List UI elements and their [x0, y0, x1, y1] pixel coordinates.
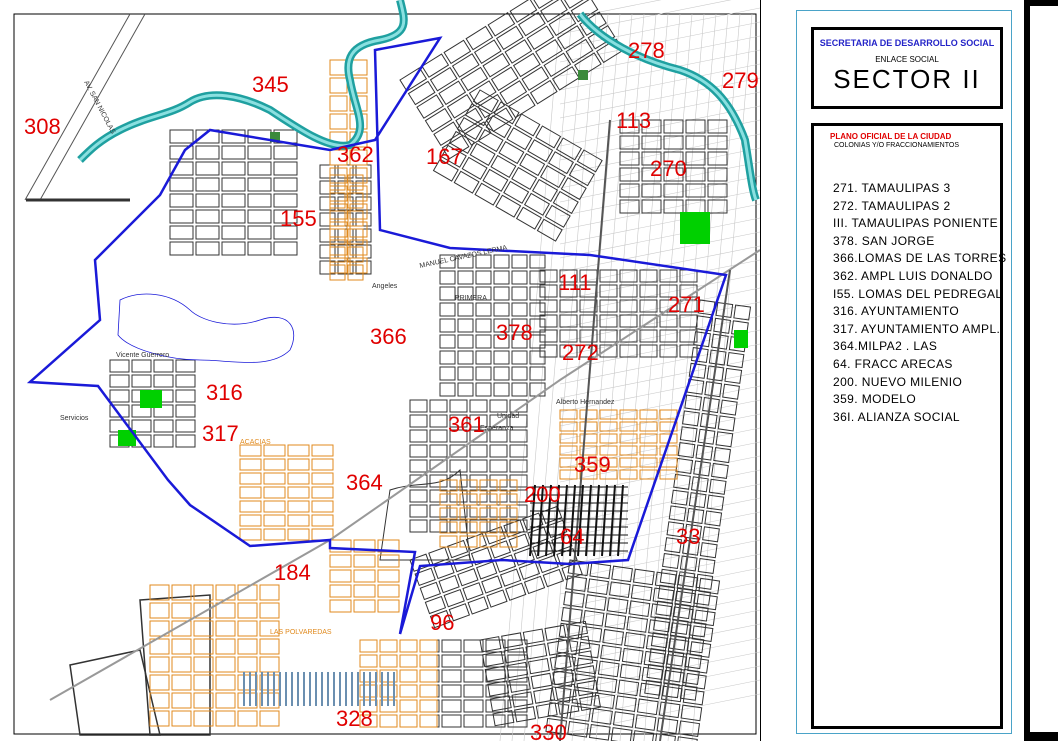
enlace-subtitle: ENLACE SOCIAL — [875, 55, 939, 64]
colonia-label-271: 271 — [668, 292, 705, 317]
colonia-label-278: 278 — [628, 38, 665, 63]
colonia-label-378: 378 — [496, 320, 533, 345]
right-border-inner — [1030, 6, 1058, 732]
legend-panel — [796, 10, 1012, 734]
colonia-list-item: III. TAMAULIPAS PONIENTE — [833, 216, 998, 231]
org-title: SECRETARIA DE DESARROLLO SOCIAL — [819, 38, 995, 48]
blue-parcels — [244, 672, 394, 706]
colonia-label-317: 317 — [202, 421, 239, 446]
colonia-label-359: 359 — [574, 452, 611, 477]
street-label-san-nicolas: AV. SAN NICOLAS — [82, 79, 117, 136]
colonia-list-item: 317. AYUNTAMIENTO AMPL. — [833, 321, 1001, 336]
colonia-label-155: 155 — [280, 206, 317, 231]
colonia-label-330: 330 — [530, 720, 567, 741]
colonia-label-270: 270 — [650, 156, 687, 181]
green-park-2 — [734, 330, 748, 348]
colonia-label-200: 200 — [524, 482, 561, 507]
colonia-list-item: 272. TAMAULIPAS 2 — [833, 198, 951, 213]
sector-title: SECTOR II — [833, 64, 981, 94]
colonia-label-362: 362 — [337, 142, 374, 167]
colonia-label-113: 113 — [616, 108, 652, 133]
street-label-primera: PRIMERA — [455, 295, 487, 302]
street-label-acacias: ACACIAS — [240, 439, 271, 446]
title-box — [811, 27, 1003, 109]
colonia-list-item: 359. MODELO — [833, 392, 917, 407]
colonia-list-item: 36I. ALIANZA SOCIAL — [833, 409, 960, 424]
colonia-label-272: 272 — [562, 340, 599, 365]
colonia-list-item: 64. FRACC ARECAS — [833, 356, 953, 371]
colonia-list-item: 271. TAMAULIPAS 3 — [833, 181, 951, 195]
colonia-list-item: 364.MILPA2 . LAS — [833, 339, 938, 354]
street-label-vicente-guerrero: Vicente Guerrero — [116, 352, 170, 359]
street-label-cavazos-lerma: MANUEL CAVAZOS LERMA — [418, 244, 508, 270]
colonia-list-item: 316. AYUNTAMIENTO — [833, 304, 960, 319]
colonia-label-361: 361 — [448, 412, 485, 437]
colonia-list-item: 366.LOMAS DE LAS TORRES — [833, 251, 1007, 266]
street-label-servicios: Servicios — [60, 415, 89, 422]
green-park-6 — [578, 70, 588, 80]
street-label-angeles: Angeles — [372, 283, 398, 290]
colonia-label-328: 328 — [336, 706, 373, 731]
plano-heading: PLANO OFICIAL DE LA CIUDAD — [830, 132, 952, 141]
colonia-label-64: 64 — [560, 524, 585, 549]
colonia-label-184: 184 — [274, 560, 311, 585]
colonia-label-364: 364 — [346, 470, 383, 495]
street-label-unidad: Unidad — [497, 413, 520, 420]
colonia-label-167: 167 — [426, 144, 463, 169]
colonia-label-279: 279 — [722, 68, 759, 93]
green-park-3 — [140, 390, 162, 408]
colonia-label-345: 345 — [252, 72, 289, 97]
colonia-list-item: I55. LOMAS DEL PEDREGAL — [833, 286, 1003, 301]
colonia-list-item: 378. SAN JORGE — [833, 233, 935, 248]
colonia-label-316: 316 — [206, 380, 243, 405]
street-label-polvaredas: LAS POLVAREDAS — [270, 629, 332, 636]
colonia-label-33: 33 — [676, 524, 701, 549]
street-label-esperanza: Esperanza — [480, 425, 514, 432]
colonias-subheading: COLONIAS Y/O FRACCIONAMIENTOS — [834, 142, 959, 149]
colonia-label-308: 308 — [24, 114, 61, 139]
highway — [25, 14, 145, 200]
colonia-label-366: 366 — [370, 324, 407, 349]
colonia-label-96: 96 — [430, 610, 455, 635]
colonia-list — [833, 180, 1007, 426]
legend-box — [811, 123, 1007, 729]
east-road — [660, 270, 730, 741]
green-park-1 — [680, 212, 710, 244]
street-label-alberto-hernandez: Alberto Hernandez — [556, 399, 615, 406]
colonia-list-item: 200. NUEVO MILENIO — [833, 374, 963, 389]
colonia-list-item: 362. AMPL LUIS DONALDO — [833, 268, 993, 283]
colonia-label-111: 111 — [558, 270, 592, 295]
